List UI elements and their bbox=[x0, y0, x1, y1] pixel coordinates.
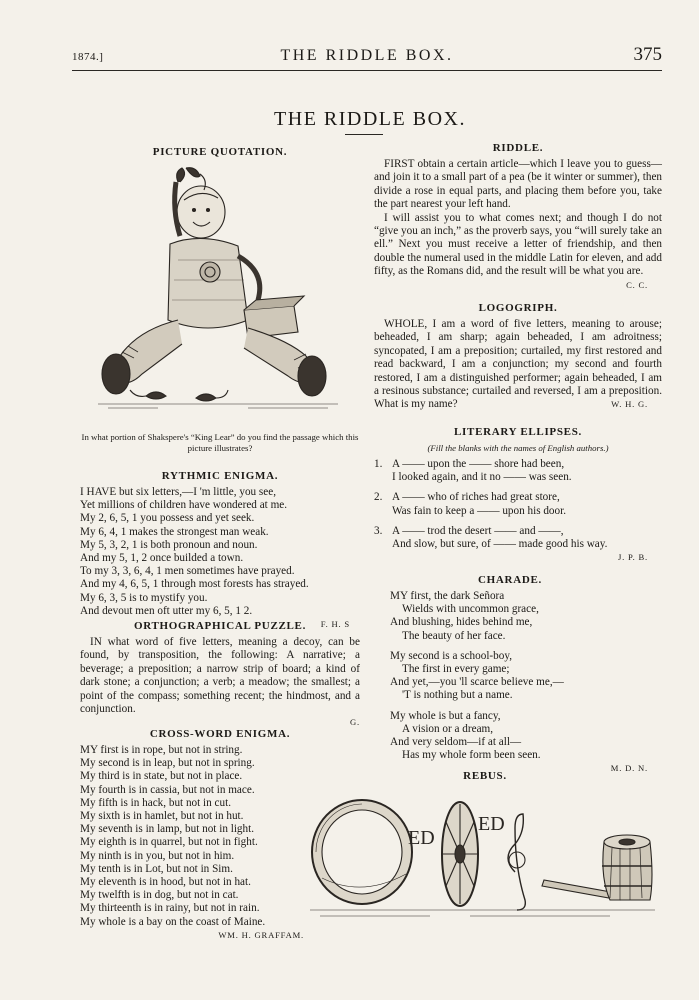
ellipsis-number: 1. bbox=[374, 458, 383, 470]
riddle-paragraph-text: I will assist you to what comes next; and though I do not “give you an inch,” as the proverb says, you “will surely take an ell.” Next you must receive a letter of friendship, and then double the numeral used in the middle Latin for eleven, and add fifty, as the Romans did, and the result will be what you are. bbox=[374, 211, 662, 278]
rebus-svg bbox=[310, 782, 655, 922]
header-rule bbox=[72, 70, 662, 71]
ellipsis-lines bbox=[392, 491, 662, 517]
cross-word-line: My fourth is in cassia, but not in mace. bbox=[80, 783, 255, 796]
rebus-engraving bbox=[310, 782, 655, 922]
ellipsis-line: And slow, but sure, of —— made good his way. bbox=[392, 538, 608, 551]
ellipsis-number: 3. bbox=[374, 524, 383, 537]
enigma-line: Yet millions of children have wondered at me. bbox=[80, 499, 288, 512]
ellipsis-item bbox=[374, 525, 662, 551]
enigma-line: To my 3, 3, 6, 4, 1 men sometimes have prayed. bbox=[80, 565, 295, 578]
logogriph-heading: LOGOGRIPH. bbox=[478, 302, 558, 314]
logogriph-text: WHOLE, I am a word of five letters, meaning to arouse; beheaded, I am sharp; again beheaded, I am adroitness; syncopated, I am a preposition; curtailed, my first restored and read backward, I am a conjunction; my second and fourth restored, I am a distinguished performer; again beheaded, I am a resinous substance; curtailed and reversed, I am a preposition. What is my name? bbox=[374, 318, 662, 411]
page-title: THE RIDDLE BOX. bbox=[274, 108, 466, 130]
literary-ellipses-note: (Fill the blanks with the names of English authors.) bbox=[427, 443, 609, 453]
charade-signature: M. D. N. bbox=[610, 763, 648, 774]
orthographical-puzzle-body bbox=[80, 636, 360, 716]
cross-word-line: My second is in leap, but not in spring. bbox=[80, 757, 255, 770]
charade-section bbox=[390, 574, 660, 774]
enigma-line: And my 4, 6, 5, 1 through most forests has strayed. bbox=[80, 578, 309, 591]
boy-engraving-svg bbox=[98, 160, 338, 412]
boy-with-mice-engraving bbox=[98, 160, 338, 412]
enigma-line: And my 5, 1, 2 once builded a town. bbox=[80, 552, 244, 565]
spacer bbox=[390, 703, 660, 710]
cross-word-line: MY first is in rope, but not in string. bbox=[80, 744, 243, 756]
charade-line: And very seldom—if at all— bbox=[390, 736, 522, 749]
ellipsis-line: Was fain to keep a —— upon his door. bbox=[392, 504, 567, 517]
enigma-line: My 6, 3, 5 is to mystify you. bbox=[80, 591, 208, 604]
cross-word-line: My fifth is in hack, but not in cut. bbox=[80, 796, 232, 809]
charade-line: The beauty of her face. bbox=[402, 629, 506, 642]
riddle-body bbox=[374, 158, 662, 290]
enigma-line: My 5, 3, 2, 1 is both pronoun and noun. bbox=[80, 538, 258, 551]
charade-line: My second is a school-boy, bbox=[390, 649, 513, 662]
logogriph-signature: W. H. G. bbox=[611, 399, 648, 410]
running-header bbox=[72, 44, 662, 68]
charade-line: My whole is but a fancy, bbox=[390, 709, 501, 722]
orthographical-puzzle-heading: ORTHOGRAPHICAL PUZZLE. bbox=[133, 620, 307, 632]
charade-line: Has my whole form been seen. bbox=[402, 749, 541, 762]
riddle-paragraph bbox=[374, 211, 662, 290]
enigma-signature: F. H. S bbox=[320, 619, 350, 630]
cross-word-line: My tenth is in Lot, but not in Sim. bbox=[80, 862, 233, 875]
page-number: 375 bbox=[633, 44, 662, 65]
ellipsis-item bbox=[374, 458, 662, 484]
spacer bbox=[390, 643, 660, 650]
logogriph-section bbox=[374, 302, 662, 412]
charade-line: MY first, the dark Señora bbox=[390, 590, 505, 602]
literary-ellipses-heading: LITERARY ELLIPSES. bbox=[454, 426, 582, 438]
enigma-line: My 2, 6, 5, 1 you possess and yet seek. bbox=[80, 512, 255, 525]
cross-word-line: My thirteenth is in rainy, but not in rain. bbox=[80, 902, 260, 915]
charade-line: Wields with uncommon grace, bbox=[402, 603, 539, 616]
orthographical-puzzle-signature: G. bbox=[350, 717, 360, 728]
rythmic-enigma-heading: RYTHMIC ENIGMA. bbox=[161, 470, 279, 482]
enigma-line: My 6, 4, 1 makes the strongest man weak. bbox=[80, 525, 269, 538]
rebus-heading: REBUS. bbox=[463, 770, 507, 782]
charade-line: A vision or a dream, bbox=[402, 722, 494, 735]
orthographical-puzzle-text: IN what word of five letters, meaning a decoy, can be found, by transposition, the following: A narrative; a beverage; a preposition; a narrow strip of board; a kind of dark stone; a conjunction; a verb; a meadow; the smallest; a point of the compass; something recent; the hindmost, and a conjunction. bbox=[80, 636, 360, 716]
cross-word-enigma-heading: CROSS-WORD ENIGMA. bbox=[149, 728, 291, 740]
picture-caption-block bbox=[80, 432, 360, 455]
spacer bbox=[374, 518, 662, 525]
charade-line: The first in every game; bbox=[402, 663, 510, 676]
cross-word-line: My third is in state, but not in place. bbox=[80, 770, 243, 783]
picture-quotation-heading: PICTURE QUOTATION. bbox=[152, 146, 288, 158]
cross-word-line: My eighth is in quarrel, but not in fight. bbox=[80, 836, 258, 849]
header-date: 1874.] bbox=[72, 51, 104, 63]
cross-word-line: My ninth is in you, but not in him. bbox=[80, 849, 235, 862]
ellipsis-line: I looked again, and it no —— was seen. bbox=[392, 471, 572, 484]
picture-caption: In what portion of Shakspere's “King Lear” do you find the passage which this picture illustrates? bbox=[81, 432, 359, 454]
logogriph-body bbox=[374, 318, 662, 412]
riddle-heading: RIDDLE. bbox=[492, 142, 544, 154]
cross-word-signature: WM. H. GRAFFAM. bbox=[218, 929, 304, 940]
ellipsis-line: A —— who of riches had great store, bbox=[392, 491, 560, 504]
cross-word-line: My twelfth is in dog, but not in cat. bbox=[80, 889, 239, 902]
running-title: THE RIDDLE BOX. bbox=[280, 47, 454, 64]
cross-word-line: My whole is a bay on the coast of Maine. bbox=[80, 915, 266, 928]
ellipsis-item bbox=[374, 491, 662, 517]
ellipsis-lines bbox=[392, 458, 662, 484]
ellipsis-number: 2. bbox=[374, 491, 383, 504]
rythmic-enigma-section bbox=[80, 470, 360, 630]
orthographical-puzzle-section bbox=[80, 620, 360, 728]
literary-ellipses-signature: J. P. B. bbox=[617, 552, 648, 563]
enigma-line: And devout men oft utter my 6, 5, 1 2. bbox=[80, 604, 253, 617]
riddle-paragraph: FIRST obtain a certain article—which I leave you to guess—and join it to a small part of a pea (be it winter or summer), then divide a rose in equal parts, and placing them before you, take the part nearest your left hand. bbox=[374, 158, 662, 211]
cross-word-line: My seventh is in lamp, but not in light. bbox=[80, 823, 255, 836]
enigma-line: I HAVE but six letters,—I 'm little, you see, bbox=[80, 486, 277, 498]
charade-line: 'T is nothing but a name. bbox=[402, 689, 513, 702]
riddle-signature: C. C. bbox=[626, 279, 648, 290]
riddle-section bbox=[374, 142, 662, 292]
rebus-letters-1: ED bbox=[408, 827, 435, 849]
spacer bbox=[374, 484, 662, 491]
title-rule bbox=[345, 134, 383, 135]
logogriph-text-block bbox=[374, 318, 662, 412]
literary-ellipses-section bbox=[374, 426, 662, 563]
charade-line: And blushing, hides behind me, bbox=[390, 616, 533, 629]
cross-word-line: My eleventh is in hood, but not in hat. bbox=[80, 876, 251, 889]
ellipsis-line: A —— upon the —— shore had been, bbox=[392, 458, 565, 470]
rebus-letters-2: ED bbox=[478, 813, 505, 835]
charade-line: And yet,—you 'll scarce believe me,— bbox=[390, 676, 564, 689]
charade-heading: CHARADE. bbox=[478, 574, 542, 586]
ellipsis-lines bbox=[392, 525, 662, 551]
ellipsis-line: A —— trod the desert —— and ——, bbox=[392, 524, 564, 537]
cross-word-line: My sixth is in hamlet, but not in hut. bbox=[80, 810, 244, 823]
